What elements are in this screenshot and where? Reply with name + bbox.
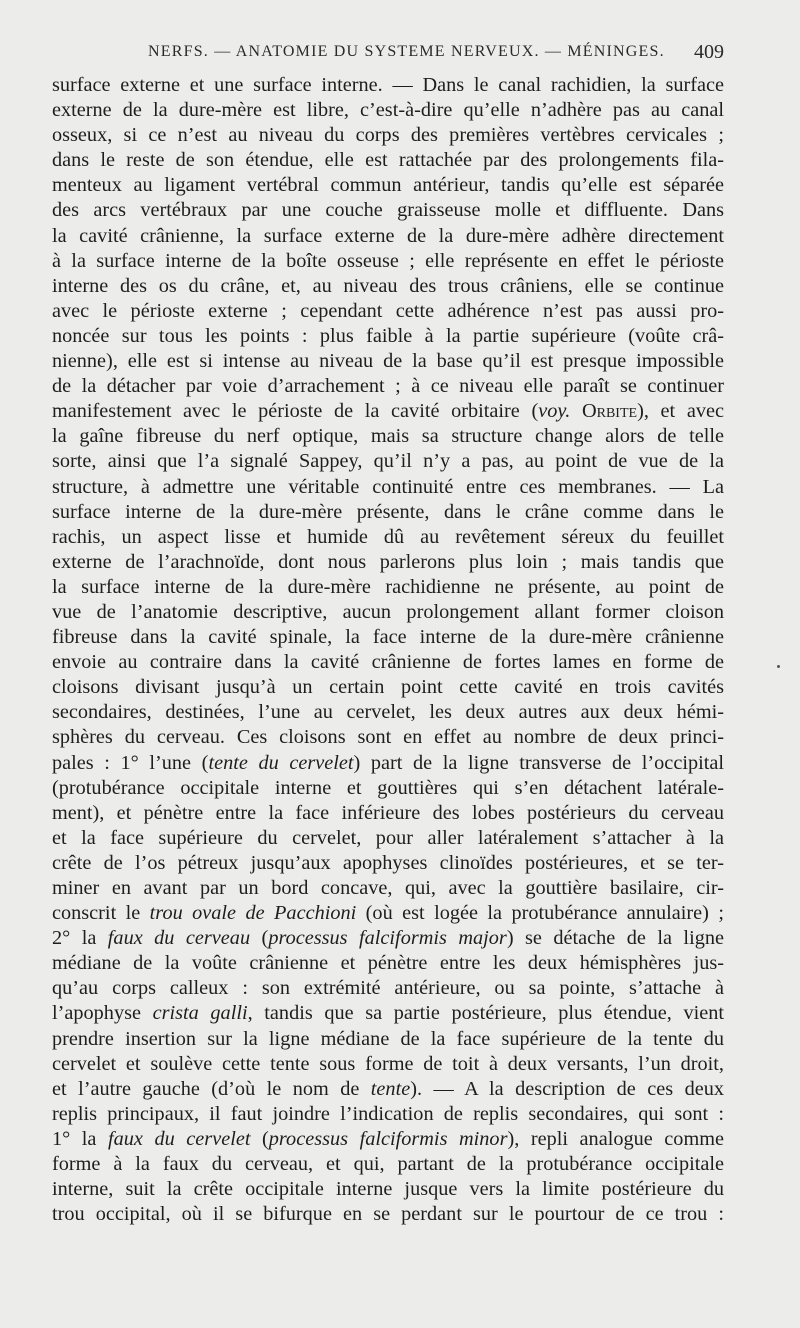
italic-text: trou ovale de Pacchioni [149, 902, 357, 925]
text-line: interne des os du crâne, et, au niveau des trous crâniens, elle se continue [52, 274, 724, 297]
text-line: cervelet et soulève cette tente sous forme de toit à deux versants, l’un droit, [52, 1052, 724, 1075]
text-line: surface interne de la dure-mère présente, dans le crâne comme dans le [52, 500, 724, 523]
text-line: surface externe et une surface interne. — Dans le canal rachidien, la surface [52, 74, 724, 96]
text-line: la gaîne fibreuse du nerf optique, mais sa structure change alors de telle [52, 425, 724, 448]
text-line: ment), et pénètre entre la face inférieure des lobes postérieurs du cerveau [52, 801, 724, 824]
text-line: sphères du cerveau. Ces cloisons sont en effet au nombre de deux princi- [52, 726, 724, 749]
text-line: noncée sur tous les points : plus faible à la partie supérieure (voûte crâ- [52, 324, 724, 347]
text-line: 1° la faux du cervelet (processus falciformis minor), repli analogue comme [52, 1127, 724, 1150]
text-line: externe de la dure-mère est libre, c’est-à-dire qu’elle n’adhère pas au canal [52, 99, 724, 122]
running-title: NERFS. — ANATOMIE DU SYSTEME NERVEUX. — MÉNINGES. [148, 43, 665, 60]
text-line: et la face supérieure du cervelet, pour aller latéralement s’attacher à la [52, 826, 724, 849]
italic-text: faux du cervelet [108, 1127, 251, 1150]
text-line: vue de l’anatomie descriptive, aucun prolongement allant former cloison [52, 600, 724, 623]
text-line: prendre insertion sur la ligne médiane de la face supérieure de la tente du [52, 1027, 724, 1050]
text-line: médiane de la voûte crânienne et pénètre entre les deux hémisphères jus- [52, 952, 724, 975]
text-line: de la détacher par voie d’arrachement ; à ce niveau elle paraît se continuer [52, 375, 724, 398]
text-line: avec le périoste externe ; cependant cette adhérence n’est pas aussi pro- [52, 299, 724, 322]
text-line: la cavité crânienne, la surface externe de la dure-mère adhère directement [52, 224, 724, 247]
italic-text: processus falciformis major [268, 927, 507, 950]
text-line: miner en avant par un bord concave, qui, avec la gouttière basilaire, cir- [52, 877, 724, 899]
italic-text: tente du cervelet [208, 751, 354, 774]
text-line: l’apophyse crista galli, tandis que sa partie postérieure, plus étendue, vient [52, 1002, 724, 1025]
body-text [52, 73, 724, 1227]
text-line: externe de l’arachnoïde, dont nous parlerons plus loin ; mais tandis que [52, 550, 724, 573]
italic-text: processus falciformis minor [268, 1127, 508, 1150]
text-line: interne, suit la crête occipitale interne jusque vers la limite postérieure du [52, 1178, 724, 1201]
running-head [52, 41, 724, 65]
text-line: manifestement avec le périoste de la cavité orbitaire (voy. Orbite), et avec [52, 400, 724, 423]
ink-speck [777, 665, 780, 668]
text-line: osseux, si ce n’est au niveau du corps des premières vertèbres cervicales ; [52, 124, 724, 147]
text-line: à la surface interne de la boîte osseuse ; elle représente en effet le périoste [52, 249, 724, 272]
text-line: replis principaux, il faut joindre l’indication de replis secondaires, qui sont : [52, 1102, 724, 1125]
text-line: trou occipital, où il se bifurque en se perdant sur le pourtour de ce trou : [52, 1203, 724, 1226]
text-line: (protubérance occipitale interne et gouttières qui s’en détachent latérale- [52, 776, 724, 799]
text-line: envoie au contraire dans la cavité crânienne de fortes lames en forme de [52, 651, 724, 674]
text-line: secondaires, destinées, l’une au cervelet, les deux autres aux deux hémi- [52, 701, 724, 724]
italic-text: tente [370, 1077, 411, 1100]
text-line: qu’au corps calleux : son extrémité antérieure, ou sa pointe, s’attache à [52, 977, 724, 1000]
page-number: 409 [694, 41, 724, 63]
text-line: crête de l’os pétreux jusqu’aux apophyses clinoïdes postérieures, et se ter- [52, 851, 724, 874]
text-line: et l’autre gauche (d’où le nom de tente). — A la description de ces deux [52, 1077, 724, 1100]
text-line: forme à la faux du cerveau, et qui, partant de la protubérance occipitale [52, 1153, 724, 1176]
text-line: la surface interne de la dure-mère rachidienne ne présente, au point de [52, 575, 724, 598]
text-line: nienne), elle est si intense au niveau de la base qu’il est presque impossible [52, 350, 724, 373]
italic-text: faux du cerveau [107, 927, 251, 950]
text-line: conscrit le trou ovale de Pacchioni (où est logée la protubérance annulaire) ; [52, 902, 724, 925]
text-line: rachis, un aspect lisse et humide dû au revêtement séreux du feuillet [52, 525, 724, 548]
italic-text: crista galli [152, 1002, 248, 1025]
text-line: sorte, ainsi que l’a signalé Sappey, qu’il n’y a pas, au point de vue de la [52, 450, 724, 473]
text-line: des arcs vertébraux par une couche graisseuse molle et diffluente. Dans [52, 199, 724, 222]
text-line: dans le reste de son étendue, elle est rattachée par des prolongements fila- [52, 149, 724, 172]
text-line: structure, à admettre une véritable continuité entre ces membranes. — La [52, 475, 724, 498]
cross-reference: Orbite [581, 400, 638, 423]
text-line: menteux au ligament vertébral commun antérieur, tandis qu’elle est séparée [52, 174, 724, 197]
text-line: cloisons divisant jusqu’à un certain point cette cavité en trois cavités [52, 676, 724, 699]
text-line: pales : 1° l’une (tente du cervelet) part de la ligne transverse de l’occipital [52, 751, 724, 774]
italic-text: voy. [538, 400, 571, 423]
text-line: 2° la faux du cerveau (processus falciformis major) se détache de la ligne [52, 927, 724, 950]
text-line: fibreuse dans la cavité spinale, la face interne de la dure-mère crânienne [52, 626, 724, 649]
